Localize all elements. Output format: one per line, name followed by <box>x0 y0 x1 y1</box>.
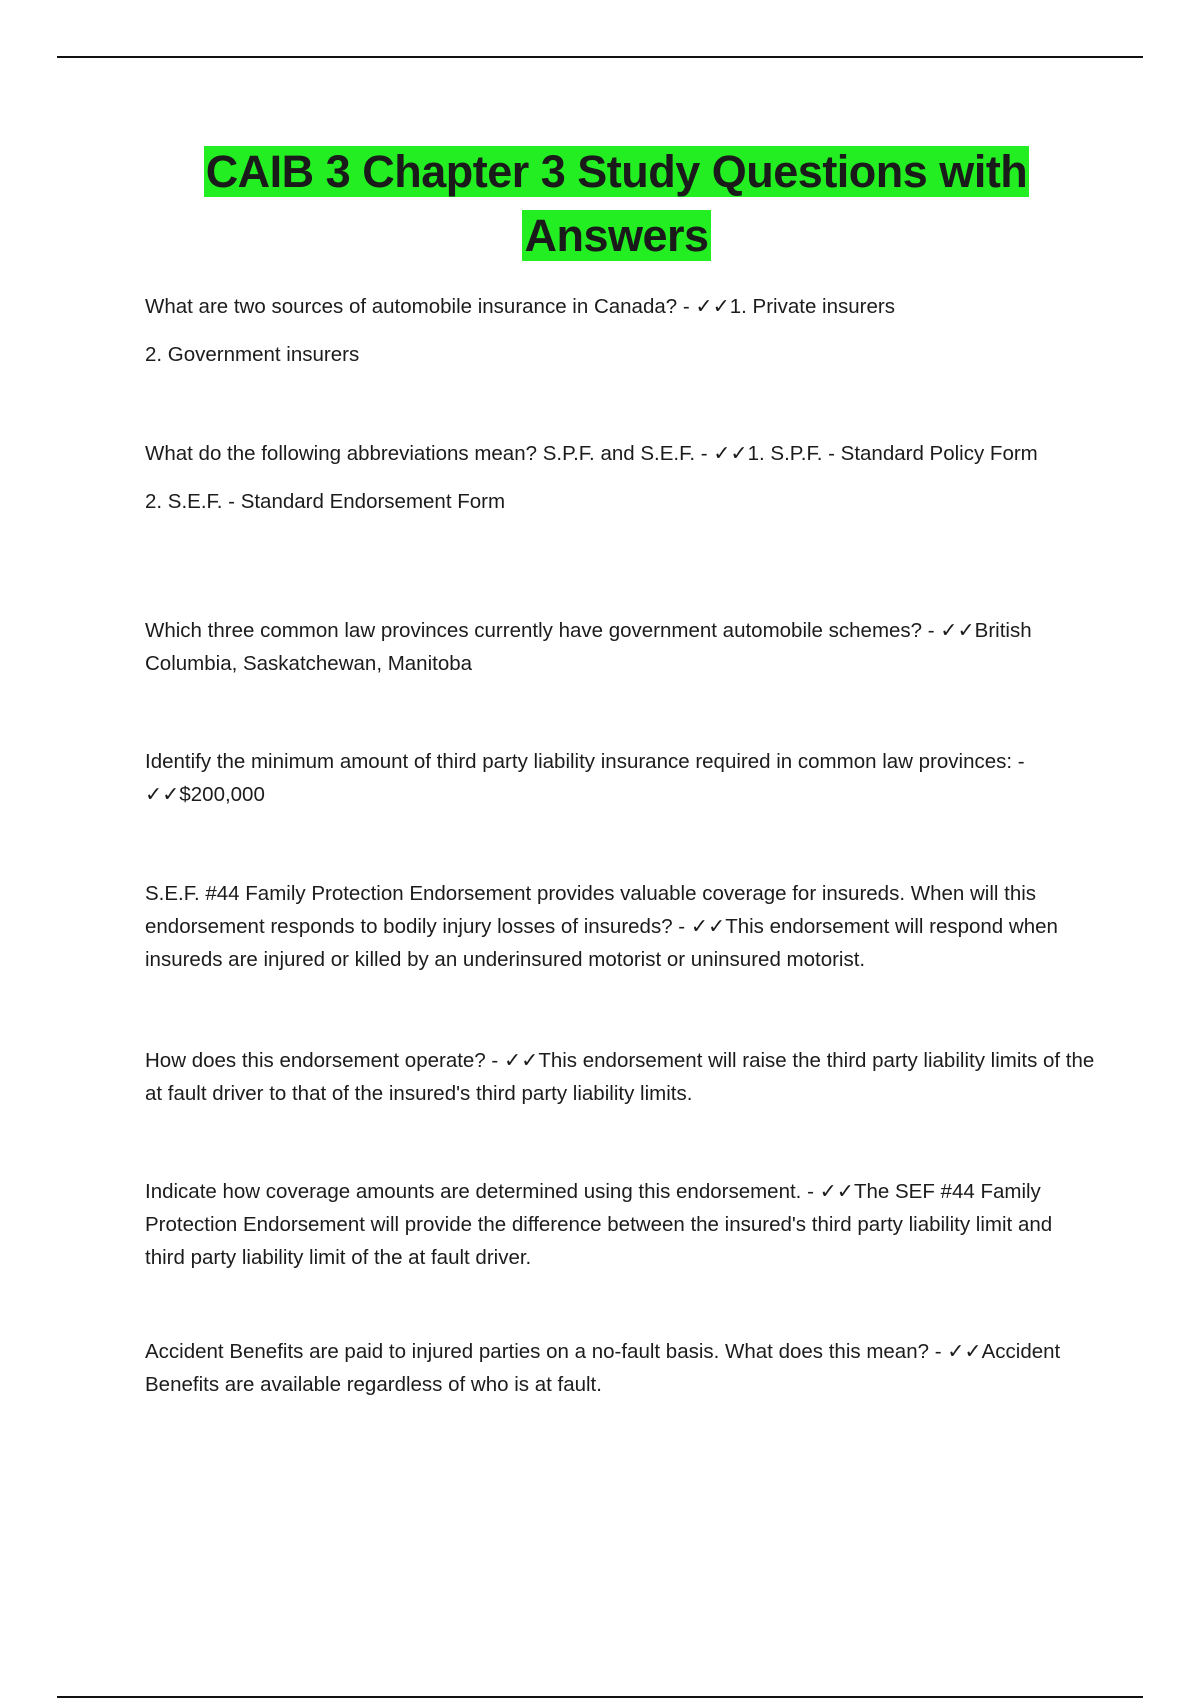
question-text: Which three common law provinces currently have government automobile schemes? <box>145 619 923 642</box>
double-check-icon: ✓✓ <box>503 1049 539 1072</box>
double-check-icon: ✓✓ <box>940 619 975 642</box>
double-check-icon: ✓✓ <box>145 783 180 806</box>
answer-text: British Columbia, Saskatchewan, Manitoba <box>145 619 1032 675</box>
separator: - <box>929 1340 948 1363</box>
qa-line <box>145 290 1095 323</box>
qa-line <box>145 1044 1095 1110</box>
question-text: What do the following abbreviations mean? S.P.F. and S.E.F. <box>145 442 696 465</box>
qa-item-2 <box>145 437 1095 518</box>
double-check-icon: ✓✓ <box>819 1180 854 1203</box>
answer-text: This endorsement will respond when insureds are injured or killed by an underinsured motorist or uninsured motorist. <box>145 915 1058 971</box>
bottom-rule <box>57 1696 1143 1698</box>
double-check-icon: ✓✓ <box>695 295 730 318</box>
qa-item-7 <box>145 1175 1095 1274</box>
qa-line <box>145 1175 1095 1274</box>
question-text: How does this endorsement operate? <box>145 1049 486 1072</box>
qa-line <box>145 1335 1095 1401</box>
answer-text: 1. Private insurers <box>729 295 895 318</box>
qa-item-8 <box>145 1335 1095 1401</box>
qa-item-5 <box>145 877 1095 976</box>
question-text: Accident Benefits are paid to injured parties on a no-fault basis. What does this mean? <box>145 1340 930 1363</box>
separator: - <box>922 619 941 642</box>
double-check-icon: ✓✓ <box>690 915 726 938</box>
answer-text: The SEF #44 Family Protection Endorsement will provide the difference between the insured's third party liability limit and third party liability limit of the at fault driver. <box>145 1180 1053 1269</box>
document-title <box>145 140 1088 268</box>
answer-text: This endorsement will raise the third party liability limits of the at fault driver to that of the insured's third party liability limits. <box>145 1049 1095 1105</box>
top-rule <box>57 56 1143 58</box>
answer-text: Accident Benefits are available regardless of who is at fault. <box>145 1340 1061 1396</box>
separator: - <box>695 442 714 465</box>
answer-line: 2. Government insurers <box>145 343 360 366</box>
question-text: What are two sources of automobile insurance in Canada? <box>145 295 678 318</box>
qa-item-6 <box>145 1044 1095 1110</box>
separator: - <box>677 295 696 318</box>
double-check-icon: ✓✓ <box>713 442 748 465</box>
separator: - <box>801 1180 820 1203</box>
qa-line <box>145 745 1095 811</box>
document-title-text: CAIB 3 Chapter 3 Study Questions with Answers <box>205 146 1028 261</box>
qa-item-3 <box>145 614 1095 680</box>
answer-text: 1. S.P.F. - Standard Policy Form <box>747 442 1038 465</box>
separator: - <box>1012 750 1025 773</box>
qa-item-1 <box>145 290 1095 371</box>
answer-text: $200,000 <box>179 783 265 806</box>
question-text: Identify the minimum amount of third party liability insurance required in common law provinces: <box>145 750 1013 773</box>
qa-item-4 <box>145 745 1095 811</box>
qa-line <box>145 614 1095 680</box>
separator: - <box>485 1049 504 1072</box>
separator: - <box>672 915 691 938</box>
question-text: Indicate how coverage amounts are determined using this endorsement. <box>145 1180 802 1203</box>
double-check-icon: ✓✓ <box>947 1340 982 1363</box>
answer-line: 2. S.E.F. - Standard Endorsement Form <box>145 490 506 513</box>
qa-line <box>145 437 1095 470</box>
qa-line <box>145 877 1095 976</box>
question-text: S.E.F. #44 Family Protection Endorsement provides valuable coverage for insureds. When will this endorsement responds to bodily injury losses of insureds? <box>145 882 1037 938</box>
